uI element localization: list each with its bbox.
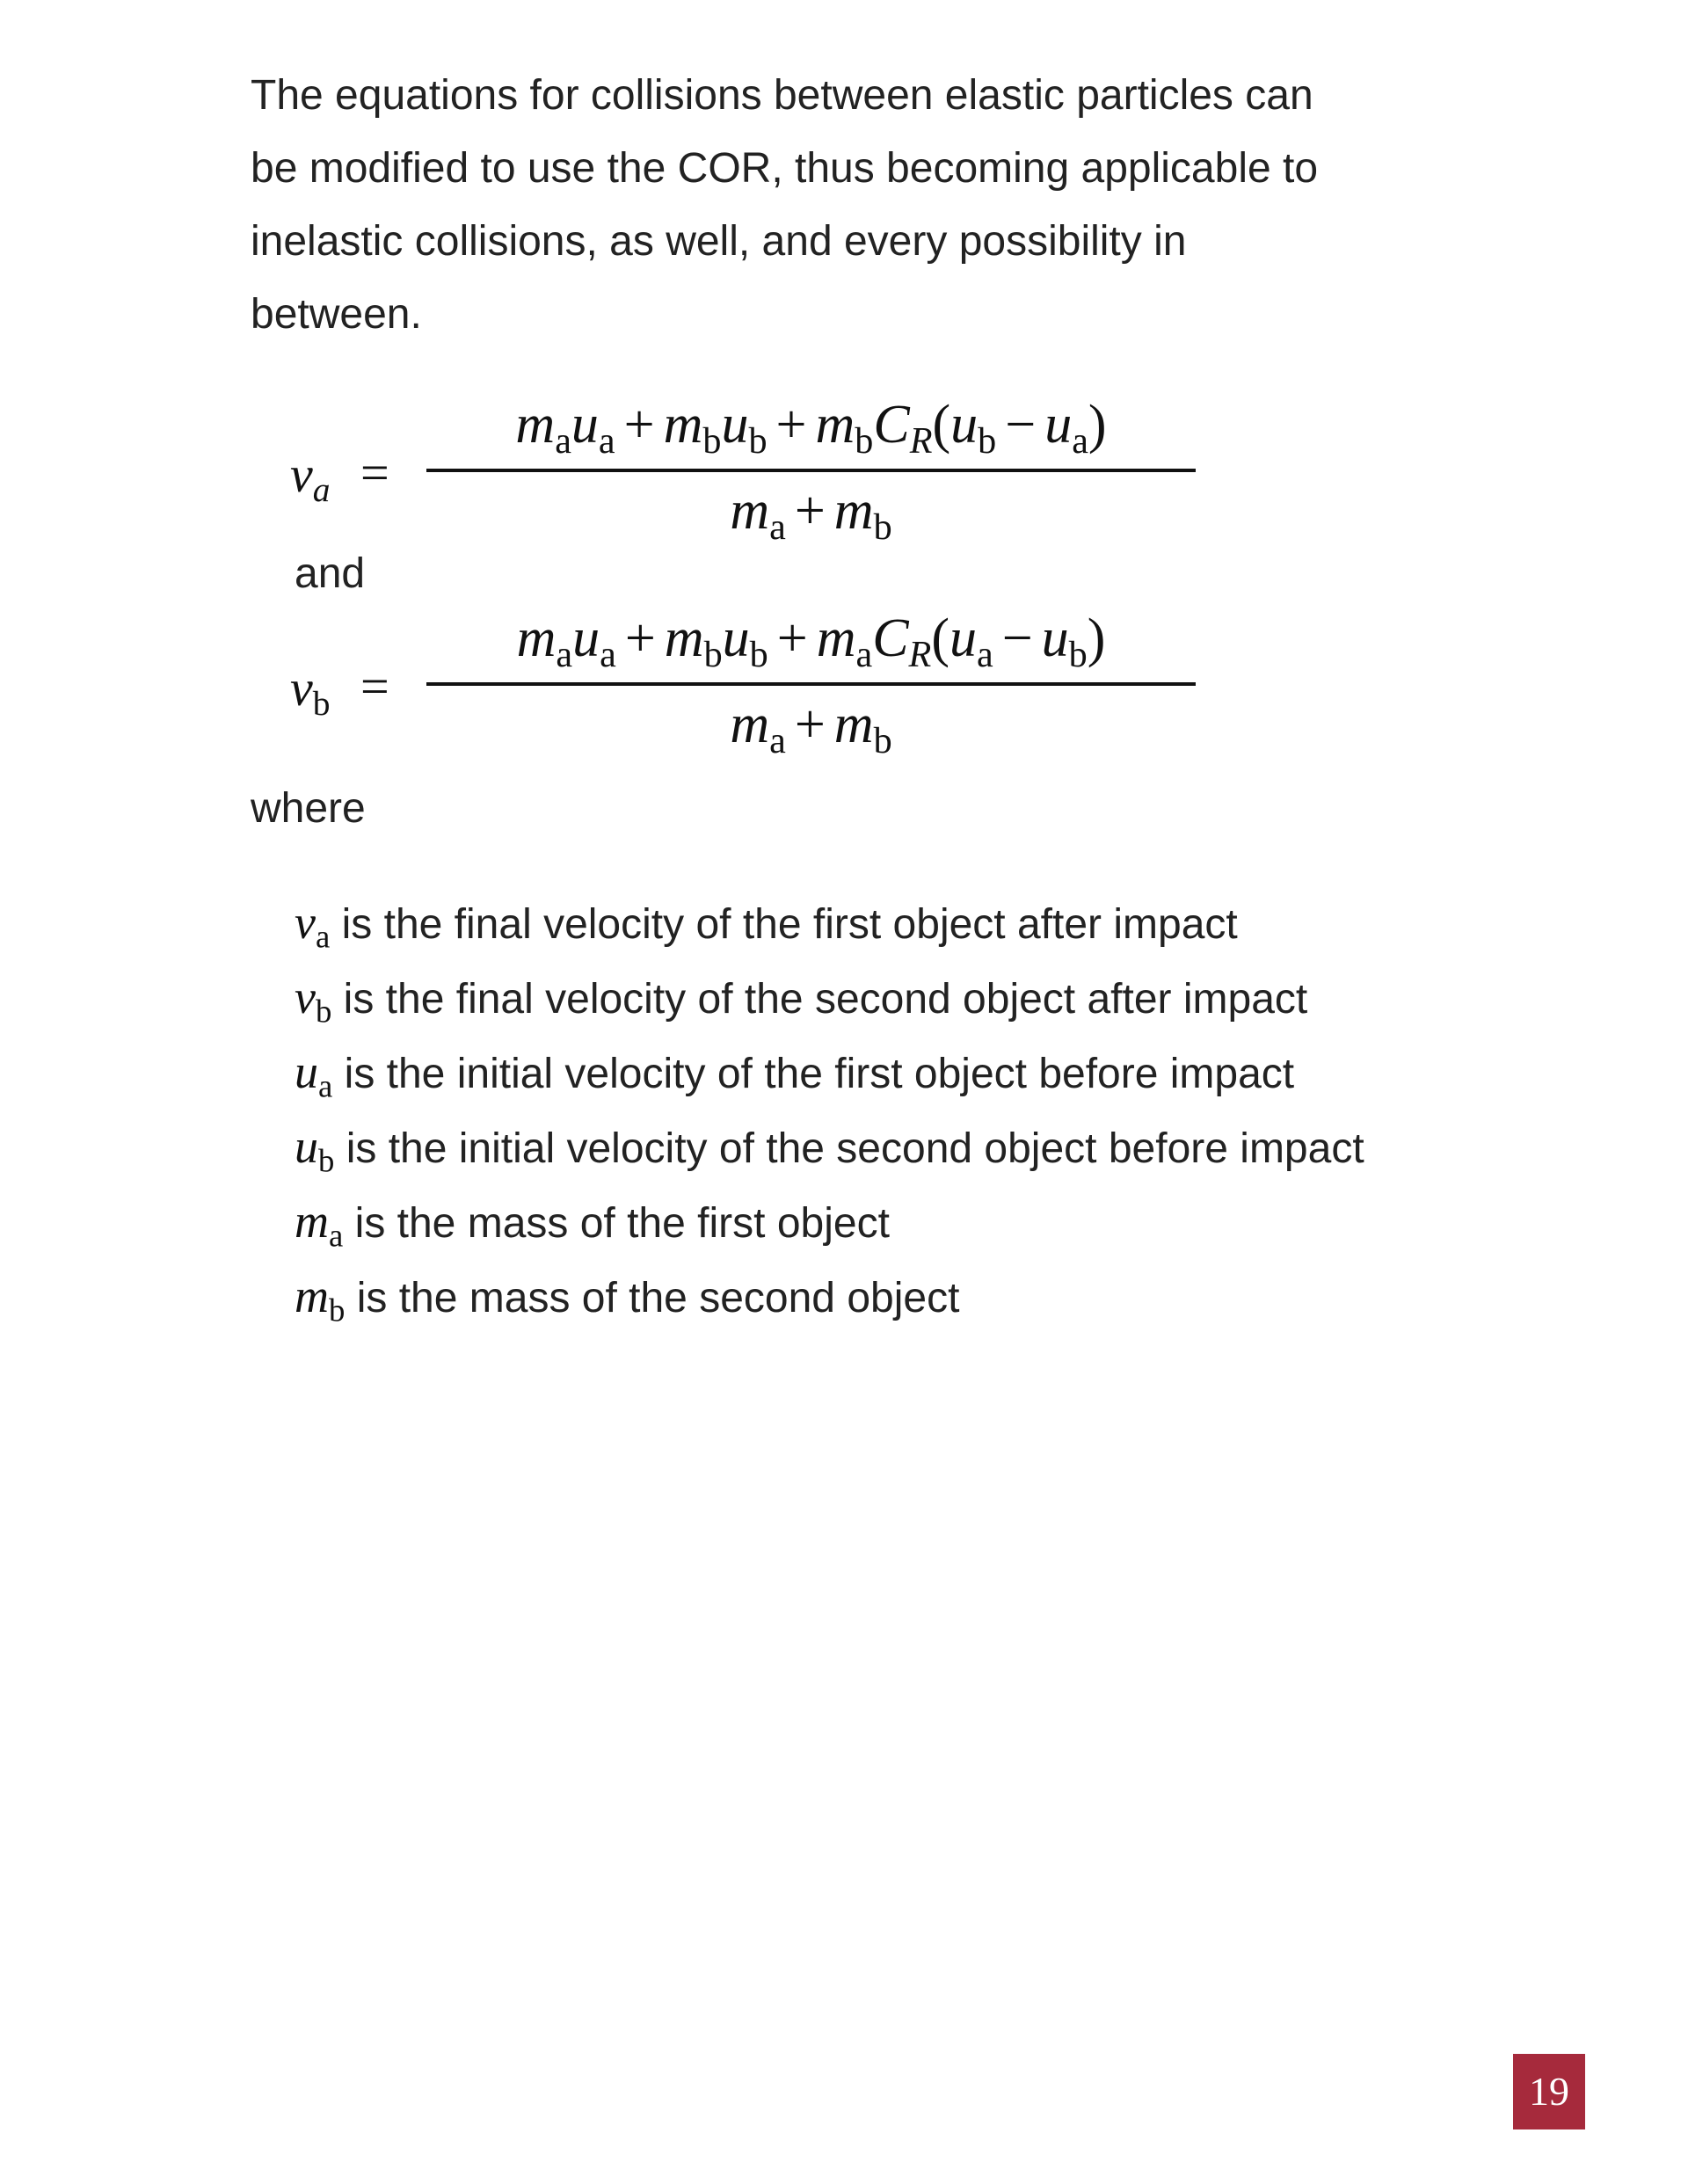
variable-definitions [295,886,1376,1335]
intro-paragraph: The equations for collisions between elastic particles can be modified to use the COR, thus becoming applicable to inelastic collisions, as well, and every possibility in between. [251,72,1319,338]
equation-va-numerator: $m_au_a + m_bu_b + m_bC_R(u_b - u_a)$ [515,395,1107,462]
equals-sign: = [360,444,389,501]
definition-item: $v_a$ is the final velocity of the first object after impact [295,896,1238,955]
equation-va [290,391,1222,548]
equation-va-lhs: $v_a$ [290,446,331,510]
definition-item: $m_b$ is the mass of the second object [295,1270,960,1329]
definition-item: $u_a$ is the initial velocity of the first object before impact [295,1045,1295,1104]
connector-where: where [251,785,366,832]
equation-vb [290,605,1222,761]
equals-sign: = [360,658,389,715]
fraction-bar [426,469,1196,472]
equation-vb-lhs: $v_b$ [290,659,331,724]
connector-and: and [295,550,366,597]
equation-vb-numerator: $m_au_a + m_bu_b + m_aC_R(u_a - u_b)$ [516,608,1106,675]
page-number-badge: 19 [1513,2054,1585,2129]
equation-vb-denominator: $m_a + m_b$ [730,695,892,761]
definition-item: $v_b$ is the final velocity of the second object after impact [295,971,1308,1030]
equation-va-denominator: $m_a + m_b$ [730,481,892,548]
fraction-bar [426,682,1196,686]
definition-item: $m_a$ is the mass of the first object [295,1195,890,1254]
definition-item: $u_b$ is the initial velocity of the second object before impact [295,1120,1364,1179]
